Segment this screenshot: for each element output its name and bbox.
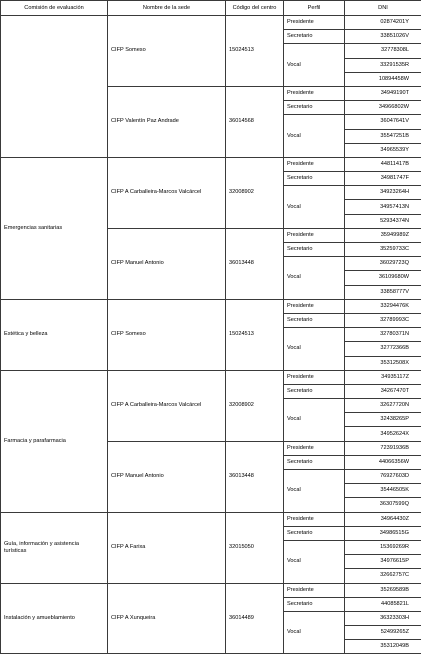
- dni-cell: 32438265P: [345, 413, 421, 427]
- center-code-cell: 32008902: [226, 157, 284, 228]
- dni-cell: 32780371N: [345, 328, 421, 342]
- table-header-row: [1, 1, 421, 16]
- profile-cell: Presidente: [284, 228, 345, 242]
- profile-cell: Vocal: [284, 44, 345, 87]
- dni-cell: 36029723Q: [345, 257, 421, 271]
- header-center-code: Código del centro: [226, 1, 284, 16]
- dni-cell: 32662757C: [345, 569, 421, 583]
- dni-cell: 34965539Y: [345, 143, 421, 157]
- dni-cell: 34923264H: [345, 186, 421, 200]
- dni-cell: 52499265Z: [345, 626, 421, 640]
- profile-cell: Secretario: [284, 30, 345, 44]
- dni-cell: 34966802W: [345, 101, 421, 115]
- profile-cell: Presidente: [284, 512, 345, 526]
- dni-cell: 35312508X: [345, 356, 421, 370]
- header-profile: Perfil: [284, 1, 345, 16]
- dni-cell: 36047641V: [345, 115, 421, 129]
- profile-cell: Secretario: [284, 243, 345, 257]
- profile-cell: Secretario: [284, 172, 345, 186]
- dni-cell: 34981747F: [345, 172, 421, 186]
- commission-name-cell: Estética y belleza: [1, 299, 108, 370]
- venue-name-cell: CIFP A Farixa: [108, 512, 226, 583]
- profile-cell: Vocal: [284, 115, 345, 158]
- profile-cell: Presidente: [284, 86, 345, 100]
- dni-cell: 34964430Z: [345, 512, 421, 526]
- table-row: [1, 299, 421, 313]
- venue-name-cell: CIFP Valentín Paz Andrade: [108, 86, 226, 157]
- profile-cell: Secretario: [284, 597, 345, 611]
- dni-cell: 33851026V: [345, 30, 421, 44]
- dni-cell: 44085821L: [345, 597, 421, 611]
- dni-cell: 10894458W: [345, 72, 421, 86]
- dni-cell: 35547251B: [345, 129, 421, 143]
- header-commission: Comisión de evaluación: [1, 1, 108, 16]
- dni-cell: 34976615P: [345, 555, 421, 569]
- venue-name-cell: CIFP A Carballeira-Marcos Valcárcel: [108, 157, 226, 228]
- dni-cell: 33858777V: [345, 285, 421, 299]
- dni-cell: 33294476K: [345, 299, 421, 313]
- profile-cell: Secretario: [284, 526, 345, 540]
- commission-name-cell: Farmacia y parafarmacia: [1, 370, 108, 512]
- profile-cell: Presidente: [284, 16, 345, 30]
- profile-cell: Vocal: [284, 257, 345, 300]
- profile-cell: Presidente: [284, 157, 345, 171]
- venue-name-cell: CIFP Someso: [108, 16, 226, 87]
- dni-cell: 76927603D: [345, 470, 421, 484]
- commission-name-cell: Guía, información y asistencia turísticas: [1, 512, 108, 583]
- profile-cell: Presidente: [284, 370, 345, 384]
- center-code-cell: 36014489: [226, 583, 284, 654]
- center-code-cell: 36014568: [226, 86, 284, 157]
- profile-cell: Vocal: [284, 611, 345, 654]
- dni-cell: 32772366B: [345, 342, 421, 356]
- dni-cell: 72391936B: [345, 441, 421, 455]
- profile-cell: Vocal: [284, 186, 345, 229]
- dni-cell: 34957413N: [345, 200, 421, 214]
- table-row: [1, 157, 421, 171]
- profile-cell: Secretario: [284, 384, 345, 398]
- center-code-cell: 36013448: [226, 441, 284, 512]
- dni-cell: 35312049B: [345, 640, 421, 654]
- center-code-cell: 36013448: [226, 228, 284, 299]
- dni-cell: 32789993C: [345, 313, 421, 327]
- dni-cell: 36323303H: [345, 611, 421, 625]
- dni-cell: 35446505K: [345, 484, 421, 498]
- dni-cell: 34267470T: [345, 384, 421, 398]
- profile-cell: Vocal: [284, 470, 345, 513]
- profile-cell: Secretario: [284, 101, 345, 115]
- dni-cell: 15369269R: [345, 540, 421, 554]
- dni-cell: 32627720N: [345, 399, 421, 413]
- dni-cell: 02874201Y: [345, 16, 421, 30]
- dni-cell: 52934374N: [345, 214, 421, 228]
- venue-name-cell: CIFP Manuel Antonio: [108, 228, 226, 299]
- table-body: [1, 16, 421, 654]
- dni-cell: 36109680W: [345, 271, 421, 285]
- dni-cell: 33291535R: [345, 58, 421, 72]
- header-venue-name: Nombre de la sede: [108, 1, 226, 16]
- dni-cell: 35259733C: [345, 243, 421, 257]
- profile-cell: Presidente: [284, 441, 345, 455]
- dni-cell: 36307599Q: [345, 498, 421, 512]
- venue-name-cell: CIFP A Xunqueira: [108, 583, 226, 654]
- commission-name-cell: Instalación y amueblamiento: [1, 583, 108, 654]
- dni-cell: 44066356W: [345, 455, 421, 469]
- table-row: [1, 16, 421, 30]
- commission-name-cell: Emergencias sanitarias: [1, 157, 108, 299]
- table-row: [1, 370, 421, 384]
- profile-cell: Presidente: [284, 583, 345, 597]
- center-code-cell: 15024513: [226, 299, 284, 370]
- center-code-cell: 15024513: [226, 16, 284, 87]
- profile-cell: Vocal: [284, 328, 345, 371]
- profile-cell: Secretario: [284, 455, 345, 469]
- venue-name-cell: CIFP A Carballeira-Marcos Valcárcel: [108, 370, 226, 441]
- table-row: [1, 583, 421, 597]
- table-row: [1, 512, 421, 526]
- profile-cell: Secretario: [284, 313, 345, 327]
- dni-cell: 44811417B: [345, 157, 421, 171]
- center-code-cell: 32015050: [226, 512, 284, 583]
- dni-cell: 34949190T: [345, 86, 421, 100]
- venue-name-cell: CIFP Manuel Antonio: [108, 441, 226, 512]
- profile-cell: Vocal: [284, 540, 345, 583]
- dni-cell: 32778308L: [345, 44, 421, 58]
- dni-cell: 34935117Z: [345, 370, 421, 384]
- center-code-cell: 32008902: [226, 370, 284, 441]
- profile-cell: Vocal: [284, 399, 345, 442]
- dni-cell: 35269589B: [345, 583, 421, 597]
- commission-name-cell: [1, 16, 108, 158]
- profile-cell: Presidente: [284, 299, 345, 313]
- dni-cell: 34952624X: [345, 427, 421, 441]
- venue-name-cell: CIFP Someso: [108, 299, 226, 370]
- dni-cell: 34986515G: [345, 526, 421, 540]
- dni-cell: 35949989Z: [345, 228, 421, 242]
- header-dni: DNI: [345, 1, 421, 16]
